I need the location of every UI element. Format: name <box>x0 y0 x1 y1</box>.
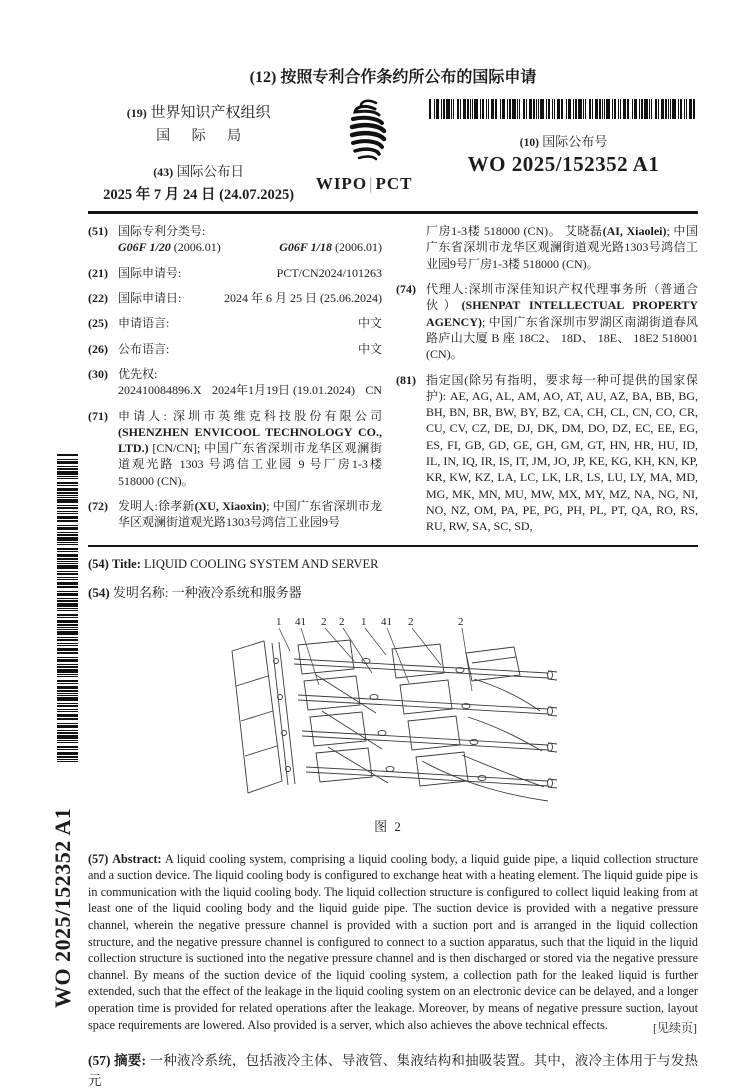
inventor1-name-en: (XU, Xiaoxin) <box>194 499 267 514</box>
ipc-ver-1: (2006.01) <box>173 240 221 255</box>
org-bureau: 国 际 局 <box>156 129 251 144</box>
vertical-barcode-icon <box>57 454 78 763</box>
filing-language-value: 中文 <box>357 316 382 331</box>
priority-app-number: 202410084896.X <box>118 383 202 398</box>
priority-label: 优先权: <box>118 366 158 381</box>
title-cn-label: 发明名称: <box>112 584 169 600</box>
ipc-label: 国际专利分类号: <box>118 224 206 238</box>
biblio-left-column <box>88 223 382 544</box>
logo-pct-text: PCT <box>375 174 413 193</box>
figure-ref-41b: 41 <box>381 615 392 628</box>
agent-name-cn: 深圳市深佳知识产权代理事务所（普通合伙） <box>426 281 698 313</box>
inid-30: (30) <box>88 366 108 381</box>
field-filing-language <box>88 315 382 331</box>
designated-states-list: AE, AG, AL, AM, AO, AT, AU, AZ, BA, BB, BG, BH, BN, BR, BW, BY, BZ, CA, CH, CL, CN, CO, CR, CU, CV, CZ, DE, DJ, DK, DM, DO, DZ, EC, EE, EG, ES, FI, GB, GD, GE, GH, GM, GT, HN, HR, HU, ID, IL, IN, IQ, IR, IS, IT, JM, JO, JP, KE, KG, KH, KN, KP, KR, KW, KZ, LA, LC, LK, LR, LS, LU, LY, MA, MD, MG, MK, MN, MU, MW, MX, MY, MZ, NA, NG, NI, NO, NZ, OM, PA, PE, PG, PH, PL, PT, QA, RO, RS, RU, RW, SA, SC, SD, <box>426 388 698 534</box>
filing-date-value: 2024 年 6 月 25 日 (25.06.2024) <box>224 290 382 305</box>
patent-figure-drawing <box>216 613 561 809</box>
field-inventors-continued <box>396 223 698 272</box>
applicant-name-en: (SHENZHEN ENVICOOL TECHNOLOGY CO., LTD.) <box>118 424 382 456</box>
inventor2-address: ; 中国广东省深圳市龙华区观澜街道观光路1303号鸿信工业园9号厂房1-3楼 518000 (CN)。 <box>426 224 698 271</box>
title-cn-value: 一种液冷系统和服务器 <box>171 584 302 600</box>
agent-name-en: (SHENPAT INTELLECTUAL PROPERTY AGENCY) <box>426 298 698 329</box>
inid-81: (81) <box>396 372 416 387</box>
wipo-logo-block <box>309 97 419 194</box>
inventor1-address-part: ; 中国广东省深圳市龙华区观澜街道观光路1303号鸿信工业园9号 <box>118 499 382 530</box>
filing-language-label: 申请语言: <box>118 316 170 331</box>
inventor1-address-cont: 厂房1-3楼 518000 (CN)。 艾晓磊 <box>426 224 603 238</box>
logo-wordmark <box>309 174 419 194</box>
abstract-en-text: A liquid cooling system, comprising a liquid cooling body, a liquid guide pipe, a liquid collection structure and a suction device. The liquid cooling body is configured to exchange heat with a heating element. The liquid guide pipe is in communication with the liquid cooling body. The liquid collection structure is configured to collect liquid leaking from at least one of the liquid cooling body and the liquid guide pipe. The suction device is provided with a negative pressure channel, wherein the negative pressure channel is provided with a suction port and is arranged in the liquid collection structure, and the negative pressure channel is configured to connect to a suction apparatus, such that the liquid in the liquid collection structure is suctioned into the negative pressure channel and is then discharged or stored via the negative pressure channel. By means of the suction device of the liquid cooling system, a collection path for the leaked liquid is further extended, such that the effect of the leakage in the liquid cooling system on an electronic device can be delayed, and a longer operation time is provided for related operations after the leakage. Moreover, by means of negative pressure suction, layout space requirements are lowered. Also provided is a server, which also achieves the above technical effects. <box>88 851 699 1032</box>
inid-19: (19) <box>126 106 147 120</box>
figure-ref-2a: 2 <box>321 615 327 628</box>
figure-ref-1: 1 <box>276 615 282 628</box>
field-ipc <box>88 223 382 256</box>
figure-ref-2b: 2 <box>339 615 345 628</box>
figure-ref-2c: 2 <box>408 615 414 628</box>
inid-26: (26) <box>88 341 108 356</box>
ipc-code-2: G06F 1/18 <box>279 240 332 255</box>
title-divider <box>88 545 698 547</box>
document-type-title: 按照专利合作条约所公布的国际申请 <box>280 69 537 86</box>
inid-21: (21) <box>88 265 108 280</box>
title-cn-line <box>88 582 698 601</box>
inid-10: (10) <box>519 137 539 149</box>
priority-country: CN <box>365 383 382 398</box>
inventor1-name-cn: 徐孝新 <box>157 499 195 514</box>
inventor2-name-en: (AI, Xiaolei) <box>602 224 667 238</box>
field-inventors <box>88 498 382 531</box>
inid-12: (12) <box>249 69 277 86</box>
horizontal-barcode-icon <box>429 99 698 119</box>
inid-43: (43) <box>153 165 174 179</box>
document-type-line <box>88 64 698 87</box>
figure-caption: 图 2 <box>374 818 403 834</box>
inid-54-en: (54) <box>88 556 109 571</box>
abstract-en <box>88 851 698 1034</box>
inid-57-cn: (57) <box>88 1053 111 1069</box>
priority-date: 2024年1月19日 (19.01.2024) <box>212 383 355 398</box>
field-publication-language <box>88 341 382 357</box>
inid-71: (71) <box>88 408 108 423</box>
applicant-address: [CN/CN]; 中国广东省深圳市龙华区观澜街道观光路 1303 号鸿信工业园 9 号厂房1-3楼 518000 (CN)。 <box>118 441 382 488</box>
figure-block <box>216 613 561 835</box>
field-filing-date <box>88 290 382 306</box>
inid-74: (74) <box>396 281 416 296</box>
publication-number-label: 国际公布号 <box>542 134 608 149</box>
figure-ref-41: 41 <box>295 615 306 628</box>
publication-number-block <box>419 97 698 177</box>
field-agent <box>396 281 698 363</box>
ipc-code-1: G06F 1/20 <box>118 240 171 255</box>
application-number-value: PCT/CN2024/101263 <box>276 265 382 280</box>
wipo-logo-icon <box>316 97 412 167</box>
title-en-line <box>88 557 698 572</box>
application-number-label: 国际申请号: <box>118 265 182 280</box>
logo-separator: | <box>369 174 374 193</box>
abstract-cn-label: 摘要: <box>114 1053 147 1069</box>
inid-54-cn: (54) <box>88 584 110 600</box>
publication-date-label: 国际公布日 <box>176 164 245 179</box>
inid-25: (25) <box>88 316 108 331</box>
filing-date-label: 国际申请日: <box>118 290 182 305</box>
biblio-right-column <box>396 223 698 544</box>
inventor-label: 发明人: <box>118 499 158 514</box>
publication-language-label: 公布语言: <box>118 341 170 356</box>
applicant-name-cn: 深圳市英维克科技股份有限公司 <box>172 408 382 423</box>
bibliographic-section <box>88 214 698 544</box>
publication-language-value: 中文 <box>357 341 382 356</box>
logo-wipo-text: WIPO <box>315 174 368 193</box>
sidebar-publication-number: WO 2025/152352 A1 <box>50 807 75 1008</box>
field-applicant <box>88 408 382 490</box>
agent-address: ; 中国广东省深圳市罗湖区南湖街道春风路庐山大厦 B 座 18C2、 18D、 18E、 18E2 518001 (CN)。 <box>426 314 698 362</box>
field-application-number <box>88 265 382 281</box>
title-en-value: LIQUID COOLING SYSTEM AND SERVER <box>144 556 379 571</box>
inid-57-en: (57) <box>88 851 109 866</box>
figure-ref-1b: 1 <box>361 615 367 628</box>
designated-states-label: 指定国(除另有指明，要求每一种可提供的国家保护): <box>426 372 698 403</box>
ipc-ver-2: (2006.01) <box>335 240 382 255</box>
title-en-label: Title: <box>111 556 141 571</box>
org-name: 世界知识产权组织 <box>150 105 271 121</box>
continuation-note: [见续页] <box>653 1021 697 1035</box>
publication-number-value: WO 2025/152352 A1 <box>467 152 660 176</box>
abstract-en-label: Abstract: <box>112 851 162 866</box>
figure-ref-2d: 2 <box>458 615 464 628</box>
abstract-cn <box>88 1051 698 1092</box>
abstract-cn-text: 一种液冷系统，包括液冷主体、导液管、集液结构和抽吸装置。其中，液冷主体用于与发热元 <box>88 1053 699 1089</box>
agent-label: 代理人: <box>426 281 468 296</box>
publication-date-value: 2025 年 7 月 24 日 (24.07.2025) <box>103 187 295 203</box>
header-row <box>88 97 698 204</box>
inid-72: (72) <box>88 499 108 514</box>
inid-22: (22) <box>88 290 108 305</box>
issuing-org-block <box>88 97 309 204</box>
patent-front-page <box>88 0 698 1092</box>
field-designated-states <box>396 372 698 535</box>
field-priority <box>88 366 382 399</box>
applicant-label: 申请人: <box>118 408 173 423</box>
inid-51: (51) <box>88 224 108 238</box>
